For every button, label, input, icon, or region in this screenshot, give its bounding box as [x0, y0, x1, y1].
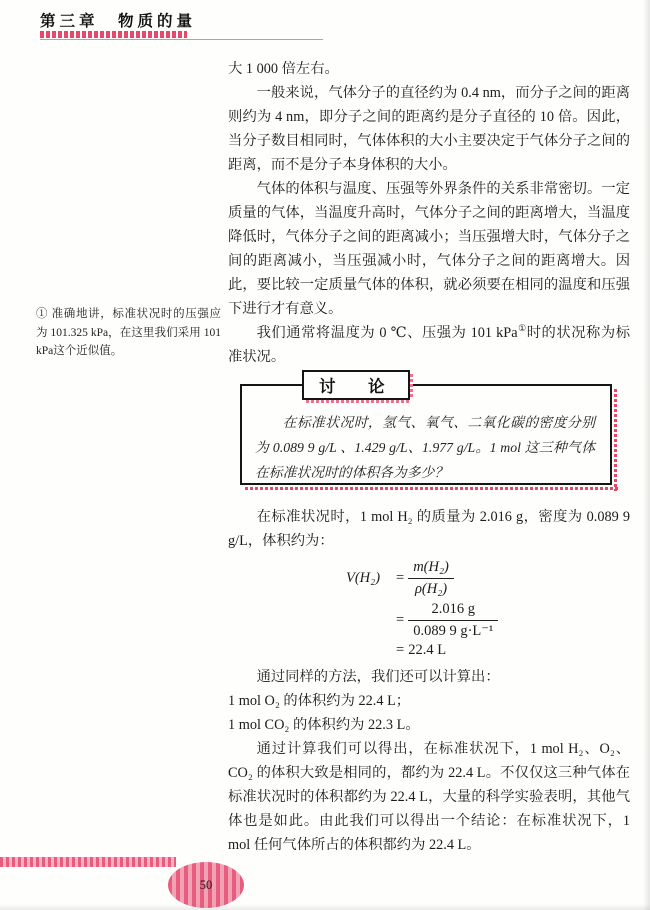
page-edge-right [643, 0, 650, 910]
formula-row-result [346, 642, 630, 659]
discussion-box [240, 377, 612, 485]
equals-sign: = [396, 612, 405, 628]
chapter-header: 第三章 物质的量 [40, 13, 197, 30]
equals-sign: = [396, 642, 405, 658]
paragraph-continuation: 大 1 000 倍左右。 [228, 61, 339, 77]
line-co2-volume: 1 mol CO₂ 的体积约为 22.3 L。 [228, 717, 420, 733]
header-rule [40, 39, 323, 40]
volume-formula [346, 558, 630, 659]
fraction-denominator-value: 0.089 9 g·L⁻¹ [413, 623, 494, 639]
main-text-lower [228, 505, 630, 857]
line-oxygen-volume: 1 mol O₂ 的体积约为 22.4 L； [228, 693, 411, 709]
paragraph-standard-condition [228, 321, 630, 369]
header-accent-stripe [40, 31, 187, 38]
paragraph-calc-intro: 在标准状况时，1 mol H₂ 的质量为 2.016 g，密度为 0.089 9 g/L，体积约为： [228, 509, 630, 549]
page-edge-bottom [0, 904, 650, 910]
footnote-reference: ① [517, 323, 527, 334]
margin-footnote: ① 准确地讲，标准状况时的压强应为 101.325 kPa，在这里我们采用 101 kPa这个近似值。 [36, 308, 221, 357]
fraction-numerator: m(H₂) [408, 558, 454, 579]
discussion-question: 在标准状况时，氢气、氧气、二氧化碳的密度分别为 0.089 9 g/L 、1.429 g/L、1.977 g/L。1 mol 这三种气体在标准状况时的体积各为多少？ [255, 415, 595, 480]
formula-row-values [346, 600, 630, 641]
discussion-title: 讨 论 [302, 370, 410, 400]
standard-condition-text: 我们通常将温度为 0 ℃、压强为 101 kPa [256, 325, 518, 341]
fraction-mass-density [408, 558, 454, 599]
fraction-numerator-value: 2.016 g [408, 600, 498, 621]
formula-result: 22.4 L [408, 642, 447, 658]
paragraph-temperature-pressure: 气体的体积与温度、压强等外界条件的关系非常密切。一定质量的气体，当温度升高时，气体分子之间的距离增大，当温度降低时，气体分子之间的距离减小；当压强增大时，气体分子之间的距离减小，当压强减小时，气体分子之间的距离增大。因此，要比较一定质量气体的体积，就必须要在相同的温度和压强下进行才有意义。 [228, 181, 630, 317]
equals-sign: = [396, 570, 405, 586]
fraction-denominator: ρ(H₂) [414, 581, 448, 597]
footer-accent-bar [0, 857, 176, 867]
fraction-numeric [408, 600, 498, 641]
main-text-upper [228, 57, 630, 369]
paragraph-conclusion: 通过计算我们可以得出，在标准状况下，1 mol H₂、O₂、CO₂ 的体积大致是相同的，都约为 22.4 L。不仅仅这三种气体在标准状况时的体积都约为 22.4 L，大量的科学实验表明，其他气体也是如此。由此我们可以得出一个结论：在标准状况下，1 mol 任何气体所占的体积都约为 22.4 L。 [228, 741, 630, 853]
page-number: 50 [199, 877, 213, 892]
paragraph-molecule-distance: 一般来说，气体分子的直径约为 0.4 nm，而分子之间的距离则约为 4 nm，即分子之间的距离约是分子直径的 10 倍。因此，当分子数目相同时，气体体积的大小主要决定于气体分子之间的距离，而不是分子本身体积的大小。 [228, 85, 630, 173]
formula-lhs: V(H₂) [346, 570, 381, 586]
page-number-badge [168, 862, 244, 908]
standard-condition-text-end: 时的状况称为标准状况。 [228, 325, 631, 365]
formula-row-definition [346, 558, 630, 599]
paragraph-same-method: 通过同样的方法，我们还可以计算出： [256, 669, 500, 685]
